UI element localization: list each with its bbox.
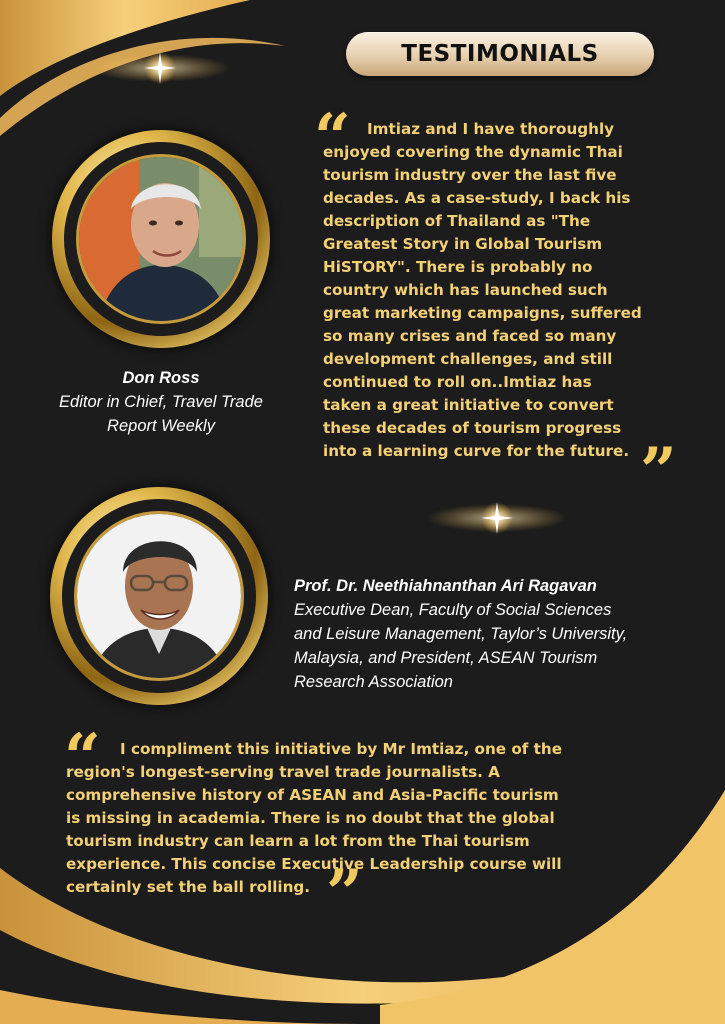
person-role-line: Report Weekly (107, 417, 215, 435)
quote-line: these decades of tourism progress (323, 419, 622, 437)
testimonial-quote-don-ross (323, 118, 683, 463)
quote-line: Imtiaz and I have thoroughly (367, 120, 615, 138)
quote-line: HiSTORY". There is probably no (323, 258, 593, 276)
avatar-don-ross (76, 154, 246, 324)
quote-line: country which has launched such (323, 281, 608, 299)
portrait-don-ross (52, 130, 270, 348)
quote-line: great marketing campaigns, suffered (323, 304, 642, 322)
person-name: Prof. Dr. Neethiahnanthan Ari Ragavan (294, 577, 597, 595)
quote-line: description of Thailand as "The (323, 212, 591, 230)
quote-line: is missing in academia. There is no doubt that the global (66, 809, 555, 827)
quote-line: comprehensive history of ASEAN and Asia-Pacific tourism (66, 786, 559, 804)
quote-line: continued to roll on..Imtiaz has (323, 373, 592, 391)
quote-line: decades. As a case-study, I back his (323, 189, 631, 207)
sparkle-middle (427, 502, 567, 534)
quote-line: into a learning curve for the future. (323, 442, 630, 460)
quote-line: tourism industry can learn a lot from the Thai tourism (66, 832, 530, 850)
avatar-ari-ragavan (74, 511, 244, 681)
quote-line: tourism industry over the last five (323, 166, 617, 184)
quote-line: Greatest Story in Global Tourism (323, 235, 603, 253)
close-quote-icon: ” (326, 856, 363, 931)
person-role-line: Malaysia, and President, ASEAN Tourism (294, 649, 598, 667)
person-name: Don Ross (122, 369, 200, 387)
title-badge (346, 32, 654, 76)
person-role-line: and Leisure Management, Taylor’s University, (294, 625, 628, 643)
person-role-line: Executive Dean, Faculty of Social Sciences (294, 601, 612, 619)
open-quote-icon: “ (64, 720, 101, 795)
quote-line: experience. This concise Executive Leadership course will (66, 855, 562, 873)
quote-line: certainly set the ball rolling. (66, 878, 311, 896)
quote-line: taken a great initiative to convert (323, 396, 614, 414)
close-quote-icon: ” (640, 434, 677, 509)
quote-line: development challenges, and still (323, 350, 613, 368)
top-left-swoosh (0, 0, 250, 96)
page-title: TESTIMONIALS (401, 41, 599, 67)
quote-line: region's longest-serving travel trade journalists. A (66, 763, 500, 781)
caption-don-ross (30, 366, 292, 438)
person-role-line: Editor in Chief, Travel Trade (59, 393, 263, 411)
quote-line: so many crises and faced so many (323, 327, 617, 345)
caption-ari-ragavan (294, 574, 714, 694)
portrait-ari-ragavan (50, 487, 268, 705)
quote-line: I compliment this initiative by Mr Imtiaz, one of the (120, 740, 563, 758)
quote-line: enjoyed covering the dynamic Thai (323, 143, 623, 161)
person-role-line: Research Association (294, 673, 453, 691)
open-quote-icon: “ (314, 100, 351, 175)
